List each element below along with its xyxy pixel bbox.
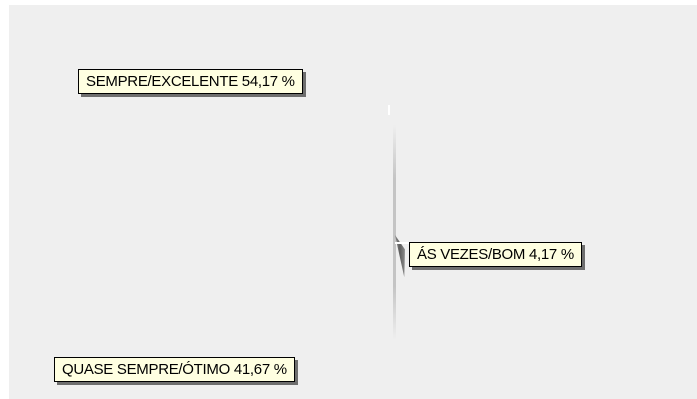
pie-chart <box>9 5 697 399</box>
slice-as-vezes-bom <box>395 235 405 277</box>
pie-edge <box>393 125 396 340</box>
chart-panel <box>9 5 697 399</box>
slice-label-as-vezes-bom: ÁS VEZES/BOM 4,17 % <box>409 242 582 267</box>
slice-label-sempre-excelente: SEMPRE/EXCELENTE 54,17 % <box>78 69 303 94</box>
slice-label-quase-sempre-otimo: QUASE SEMPRE/ÓTIMO 41,67 % <box>54 357 295 382</box>
